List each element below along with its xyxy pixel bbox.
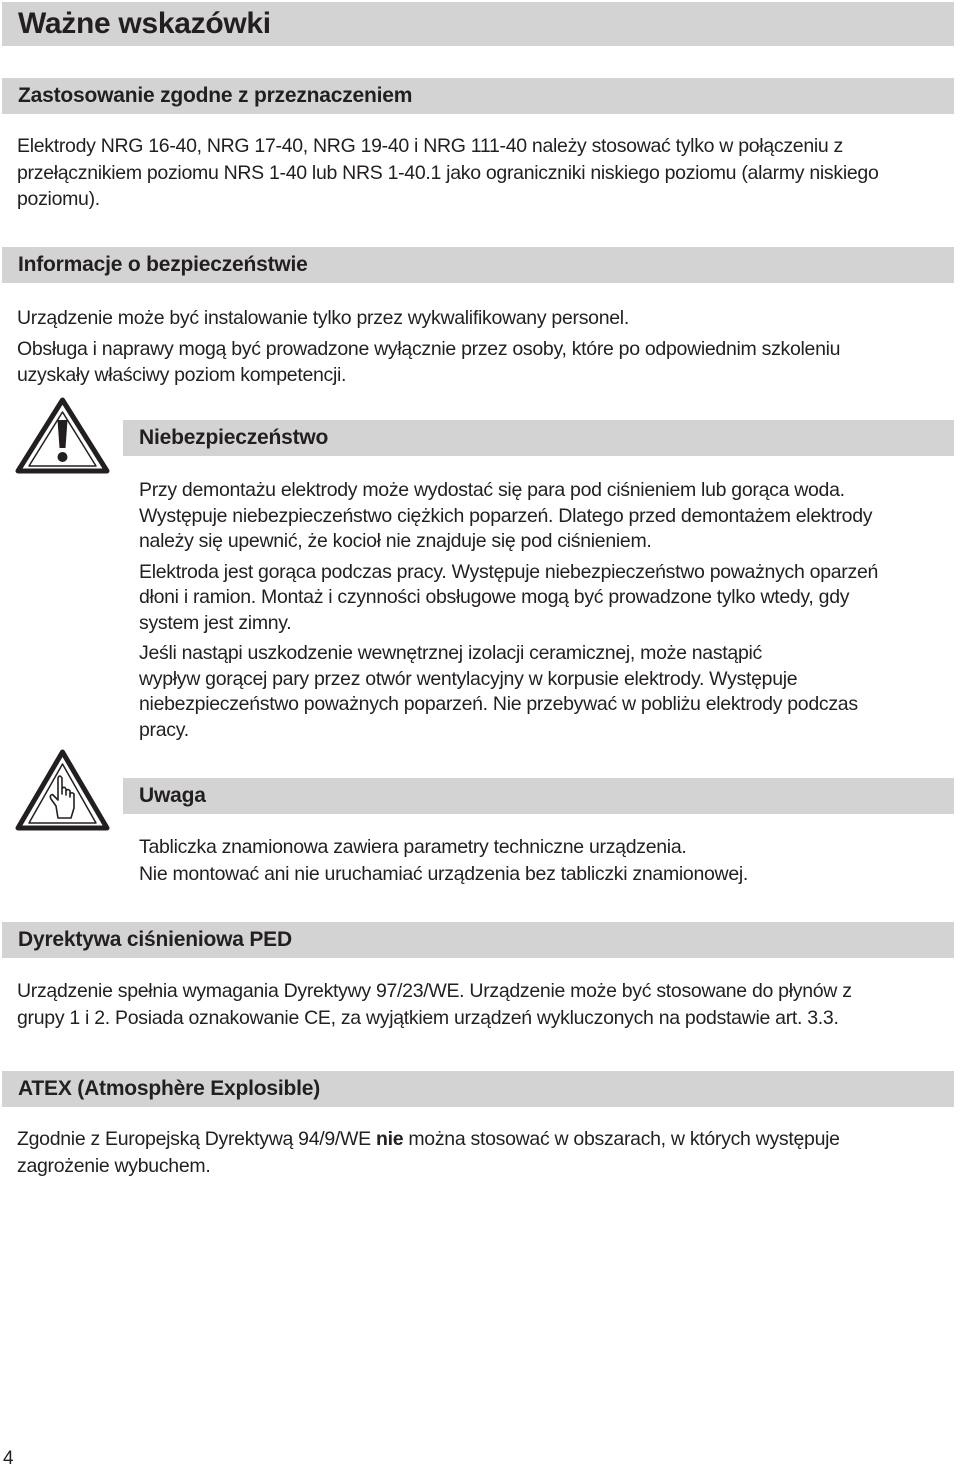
text-line: Nie montować ani nie uruchamiać urządzenia bez tabliczki znamionowej.	[139, 862, 749, 885]
warning-triangle-icon	[14, 396, 111, 476]
safety-text	[17, 305, 947, 389]
text-line: przełącznikiem poziomu NRS 1-40 lub NRS 1-40.1 jako ograniczniki niskiego poziomu (alarmy niskiego	[17, 161, 879, 184]
atex-text	[17, 1126, 947, 1179]
page-title-bar	[2, 2, 954, 46]
text-line: poziomu).	[17, 188, 100, 210]
atex-text-before: Zgodnie z Europejską Dyrektywą 94/9/WE	[17, 1128, 376, 1150]
text-line: Elektrody NRG 16-40, NRG 17-40, NRG 19-40 i NRG 111-40 należy stosować tylko w połączeniu z	[17, 135, 844, 157]
section-heading-atex: ATEX (Atmosphère Explosible)	[18, 1077, 321, 1100]
atex-bold-word: nie	[375, 1128, 404, 1150]
section-heading-bar-atex	[2, 1071, 954, 1107]
text-line: wypływ gorącej pary przez otwór wentylacyjny w korpusie elektrody. Występuje	[139, 667, 798, 690]
text-line: Jeśli nastąpi uszkodzenie wewnętrznej izolacji ceramicznej, może nastąpić	[139, 642, 762, 664]
section-heading-bar-ped	[2, 922, 954, 958]
section-heading-danger: Niebezpieczeństwo	[139, 426, 329, 449]
section-heading-bar-safety	[2, 247, 954, 283]
text-line	[17, 1126, 947, 1153]
page-title: Ważne wskazówki	[18, 7, 271, 40]
section-heading-ped: Dyrektywa ciśnieniowa PED	[18, 928, 292, 951]
text-line: Przy demontażu elektrody może wydostać się para pod ciśnieniem lub gorąca woda.	[139, 479, 845, 501]
section-heading-bar-intended-use	[2, 78, 954, 114]
intended-use-text	[17, 133, 947, 213]
text-line: Urządzenie spełnia wymagania Dyrektywy 97/23/WE. Urządzenie może być stosowane do płynów z	[17, 980, 852, 1002]
danger-text	[139, 478, 949, 743]
text-line: uzyskały właściwy poziom kompetencji.	[17, 364, 347, 386]
attention-text	[139, 834, 949, 887]
text-line: zagrożenie wybuchem.	[17, 1154, 211, 1177]
text-line: Tabliczka znamionowa zawiera parametry techniczne urządzenia.	[139, 836, 687, 858]
section-heading-bar-attention	[123, 778, 954, 814]
section-heading-bar-danger	[123, 420, 954, 456]
text-line: Obsługa i naprawy mogą być prowadzone wyłącznie przez osoby, które po odpowiednim szkoleniu	[17, 337, 841, 360]
text-line: system jest zimny.	[139, 611, 292, 634]
atex-text-after: można stosować w obszarach, w których występuje	[403, 1128, 840, 1150]
section-heading-attention: Uwaga	[139, 784, 206, 807]
text-line: należy się upewnić, że kocioł nie znajduje się pod ciśnieniem.	[139, 530, 652, 552]
text-line: Elektroda jest gorąca podczas pracy. Występuje niebezpieczeństwo poważnych oparzeń	[139, 560, 879, 583]
section-heading-intended-use: Zastosowanie zgodne z przeznaczeniem	[18, 84, 413, 107]
text-line: pracy.	[139, 718, 189, 741]
ped-text	[17, 978, 947, 1031]
text-line: Urządzenie może być instalowanie tylko przez wykwalifikowany personel.	[17, 307, 629, 329]
text-line: dłoni i ramion. Montaż i czynności obsługowe mogą być prowadzone tylko wtedy, gdy	[139, 586, 850, 608]
hand-warning-icon	[14, 748, 111, 834]
text-line: grupy 1 i 2. Posiada oznakowanie CE, za wyjątkiem urządzeń wykluczonych na podstawie art. 3.3.	[17, 1006, 839, 1029]
page-number: 4	[3, 1448, 14, 1469]
section-heading-safety: Informacje o bezpieczeństwie	[18, 253, 308, 276]
text-line: niebezpieczeństwo poważnych poparzeń. Nie przebywać w pobliżu elektrody podczas	[139, 693, 858, 715]
text-line: Występuje niebezpieczeństwo ciężkich poparzeń. Dlatego przed demontażem elektrody	[139, 504, 873, 527]
